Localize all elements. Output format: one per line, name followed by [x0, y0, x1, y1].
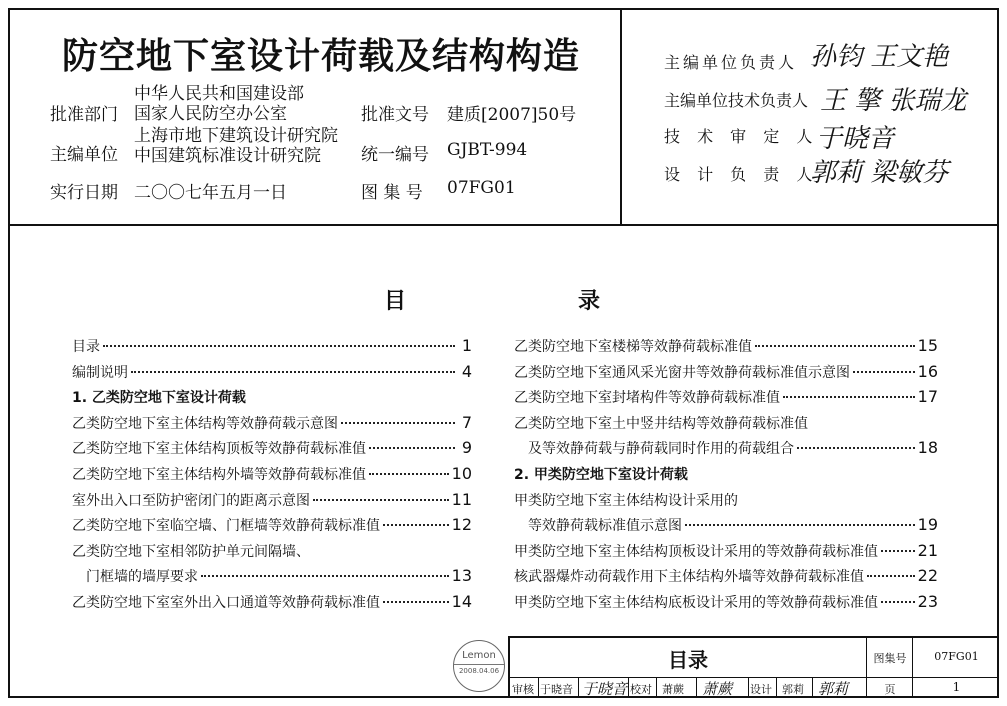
toc-entry [72, 438, 472, 462]
toc-leader-dots [797, 447, 915, 449]
toc-entry-text: 乙类防空地下室楼梯等效静荷载标准值 [514, 339, 752, 355]
toc-entry-page: 15 [917, 336, 938, 355]
toc-entry [72, 490, 472, 514]
tb-divider [866, 638, 867, 698]
toc-entry-page: 23 [917, 592, 938, 611]
toc-entry-text: 等效静荷载标准值示意图 [528, 518, 682, 535]
effective-date-label: 实行日期 [50, 183, 118, 203]
document-title: 防空地下室设计荷载及结构构造 [62, 35, 581, 77]
toc-entry-page: 7 [461, 412, 472, 432]
editor-unit-1: 上海市地下建筑设计研究院 [134, 126, 338, 146]
toc-entry-page: 16 [917, 361, 938, 381]
header-divider [8, 224, 999, 226]
tb-divider [748, 677, 749, 698]
reader-stamp [453, 640, 505, 692]
toc-entry [72, 413, 472, 437]
toc-leader-dots [685, 524, 915, 526]
toc-entry-text: 乙类防空地下室主体结构顶板等效静荷载标准值 [72, 441, 366, 458]
editor-label: 主编单位 [50, 145, 118, 165]
toc-leader-dots [369, 473, 449, 475]
toc-entry-page: 12 [451, 515, 472, 535]
toc-entry [514, 387, 938, 411]
toc-entry-text: 目录 [72, 339, 100, 355]
toc-entry-text: 乙类防空地下室室外出入口通道等效静荷载标准值 [72, 595, 380, 611]
toc-entry-page: 11 [451, 489, 472, 509]
toc-leader-dots [881, 550, 915, 552]
signature-tech: 王 擎 张瑞龙 [820, 86, 967, 116]
toc-leader-dots [131, 371, 455, 373]
toc-entry-text: 乙类防空地下室土中竖井结构等效静荷载标准值 [514, 415, 808, 432]
toc-entry [514, 566, 938, 590]
tb-reviewer-signature: 于晓音 [582, 680, 628, 698]
toc-entry-text: 乙类防空地下室主体结构等效静荷载示意图 [72, 415, 338, 432]
toc-title-char-1: 目 [384, 288, 407, 314]
tb-divider [776, 677, 777, 698]
tb-proof-label: 校对 [630, 683, 652, 696]
toc-entry-page: 19 [917, 515, 938, 535]
tb-divider [912, 638, 913, 698]
tb-divider [628, 677, 629, 698]
approval-dept-line2: 国家人民防空办公室 [134, 104, 287, 124]
toc-entry-page: 13 [451, 566, 472, 586]
toc-entry-text: 2. 甲类防空地下室设计荷载 [514, 467, 688, 483]
toc-entry-text: 门框墙的墙厚要求 [86, 569, 198, 586]
title-block [508, 636, 999, 698]
toc-entry-text: 甲类防空地下室主体结构顶板设计采用的等效静荷载标准值 [514, 543, 878, 560]
toc-entry [72, 541, 472, 565]
toc-entry-text: 甲类防空地下室主体结构底板设计采用的等效静荷载标准值 [514, 595, 878, 611]
tb-designer-signature: 郭莉 [818, 680, 849, 698]
toc-leader-dots [103, 345, 455, 347]
toc-entry [514, 541, 938, 565]
atlas-no-value: 07FG01 [447, 178, 516, 198]
toc-entry-page: 22 [917, 566, 938, 586]
tb-atlas-no: 07FG01 [934, 650, 979, 663]
toc-leader-dots [867, 575, 915, 577]
toc-leader-dots [341, 422, 455, 424]
signature-label-review: 技 术 审 定 人 [664, 127, 819, 146]
toc-entry [72, 387, 472, 411]
toc-entry-text: 及等效静荷载与静荷载同时作用的荷载组合 [528, 441, 794, 458]
header-split-line [620, 8, 622, 225]
toc-leader-dots [313, 499, 449, 501]
tb-sheet-title: 目录 [668, 648, 708, 672]
toc-entry [72, 336, 472, 360]
tb-divider [696, 677, 697, 698]
toc-entry-page: 10 [451, 464, 472, 483]
toc-title-char-2: 录 [578, 288, 601, 314]
approval-dept-line1: 中华人民共和国建设部 [134, 84, 304, 104]
toc-entry [514, 413, 938, 437]
approval-doc-value: 建质[2007]50号 [447, 105, 577, 125]
tb-page-label: 页 [884, 683, 896, 696]
tb-divider [538, 677, 539, 698]
unified-no-label: 统一编号 [361, 145, 429, 165]
toc-entry-page: 9 [461, 438, 472, 458]
tb-divider [812, 677, 813, 698]
toc-leader-dots [383, 524, 449, 526]
stamp-date: 2008.04.06 [454, 664, 504, 675]
toc-entry [514, 438, 938, 462]
toc-entry [514, 336, 938, 360]
toc-entry-text: 甲类防空地下室主体结构设计采用的 [514, 492, 738, 509]
toc-entry-page: 4 [461, 361, 472, 381]
toc-leader-dots [783, 396, 915, 398]
toc-entry-page: 1 [461, 336, 472, 355]
toc-entry-text: 1. 乙类防空地下室设计荷载 [72, 390, 246, 407]
tb-design-label: 设计 [750, 683, 772, 696]
signature-review: 于晓音 [816, 124, 895, 154]
toc-leader-dots [383, 601, 449, 603]
tb-reviewer: 于晓音 [540, 683, 573, 696]
stamp-name: Lemon [462, 650, 496, 661]
toc-leader-dots [369, 447, 455, 449]
tb-divider [578, 677, 579, 698]
toc-entry-text: 核武器爆炸动荷载作用下主体结构外墙等效静荷载标准值 [514, 569, 864, 586]
toc-entry-text: 乙类防空地下室通风采光窗井等效静荷载标准值示意图 [514, 364, 850, 381]
toc-entry [72, 464, 472, 488]
toc-entry [72, 362, 472, 386]
approval-dept-label: 批准部门 [50, 105, 118, 125]
toc-leader-dots [853, 371, 915, 373]
signature-chief: 孙钧 王文艳 [810, 42, 949, 72]
toc-entry-page: 17 [917, 387, 938, 407]
approval-doc-label: 批准文号 [361, 105, 429, 125]
editor-unit-2: 中国建筑标准设计研究院 [134, 146, 321, 166]
toc-leader-dots [881, 601, 915, 603]
tb-review-label: 审核 [512, 683, 534, 696]
toc-entry [72, 592, 472, 616]
toc-entry [514, 464, 938, 488]
signature-label-tech: 主编单位技术负责人 [664, 91, 809, 110]
toc-entry [514, 515, 938, 539]
toc-entry-text: 乙类防空地下室主体结构外墙等效静荷载标准值 [72, 467, 366, 483]
toc-entry-page: 18 [917, 438, 938, 458]
atlas-no-label: 图 集 号 [361, 183, 423, 203]
tb-page-no: 1 [952, 680, 961, 694]
tb-atlas-label: 图集号 [873, 652, 907, 665]
toc-entry-text: 乙类防空地下室临空墙、门框墙等效静荷载标准值 [72, 518, 380, 535]
toc-entry [514, 362, 938, 386]
tb-proofer: 萧蕨 [662, 683, 684, 696]
toc-entry-text: 室外出入口至防护密闭门的距离示意图 [72, 492, 310, 509]
toc-entry-text: 乙类防空地下室相邻防护单元间隔墙、 [72, 543, 310, 560]
unified-no-value: GJBT-994 [447, 140, 528, 160]
toc-entry-text: 编制说明 [72, 364, 128, 381]
tb-divider [656, 677, 657, 698]
toc-entry [514, 490, 938, 514]
signature-label-design: 设 计 负 责 人 [664, 165, 819, 184]
toc-entry-page: 14 [451, 592, 472, 611]
signature-design: 郭莉 梁敏芬 [810, 158, 949, 188]
effective-date-value: 二〇〇七年五月一日 [134, 183, 287, 203]
tb-designer: 郭莉 [782, 683, 804, 696]
toc-leader-dots [201, 575, 449, 577]
toc-leader-dots [755, 345, 915, 347]
toc-entry [72, 566, 472, 590]
toc-entry-text: 乙类防空地下室封堵构件等效静荷载标准值 [514, 390, 780, 407]
toc-entry [514, 592, 938, 616]
toc-entry [72, 515, 472, 539]
tb-proofer-signature: 萧蕨 [702, 680, 733, 698]
toc-entry-page: 21 [917, 540, 938, 560]
signature-label-chief: 主编单位负责人 [664, 53, 798, 72]
